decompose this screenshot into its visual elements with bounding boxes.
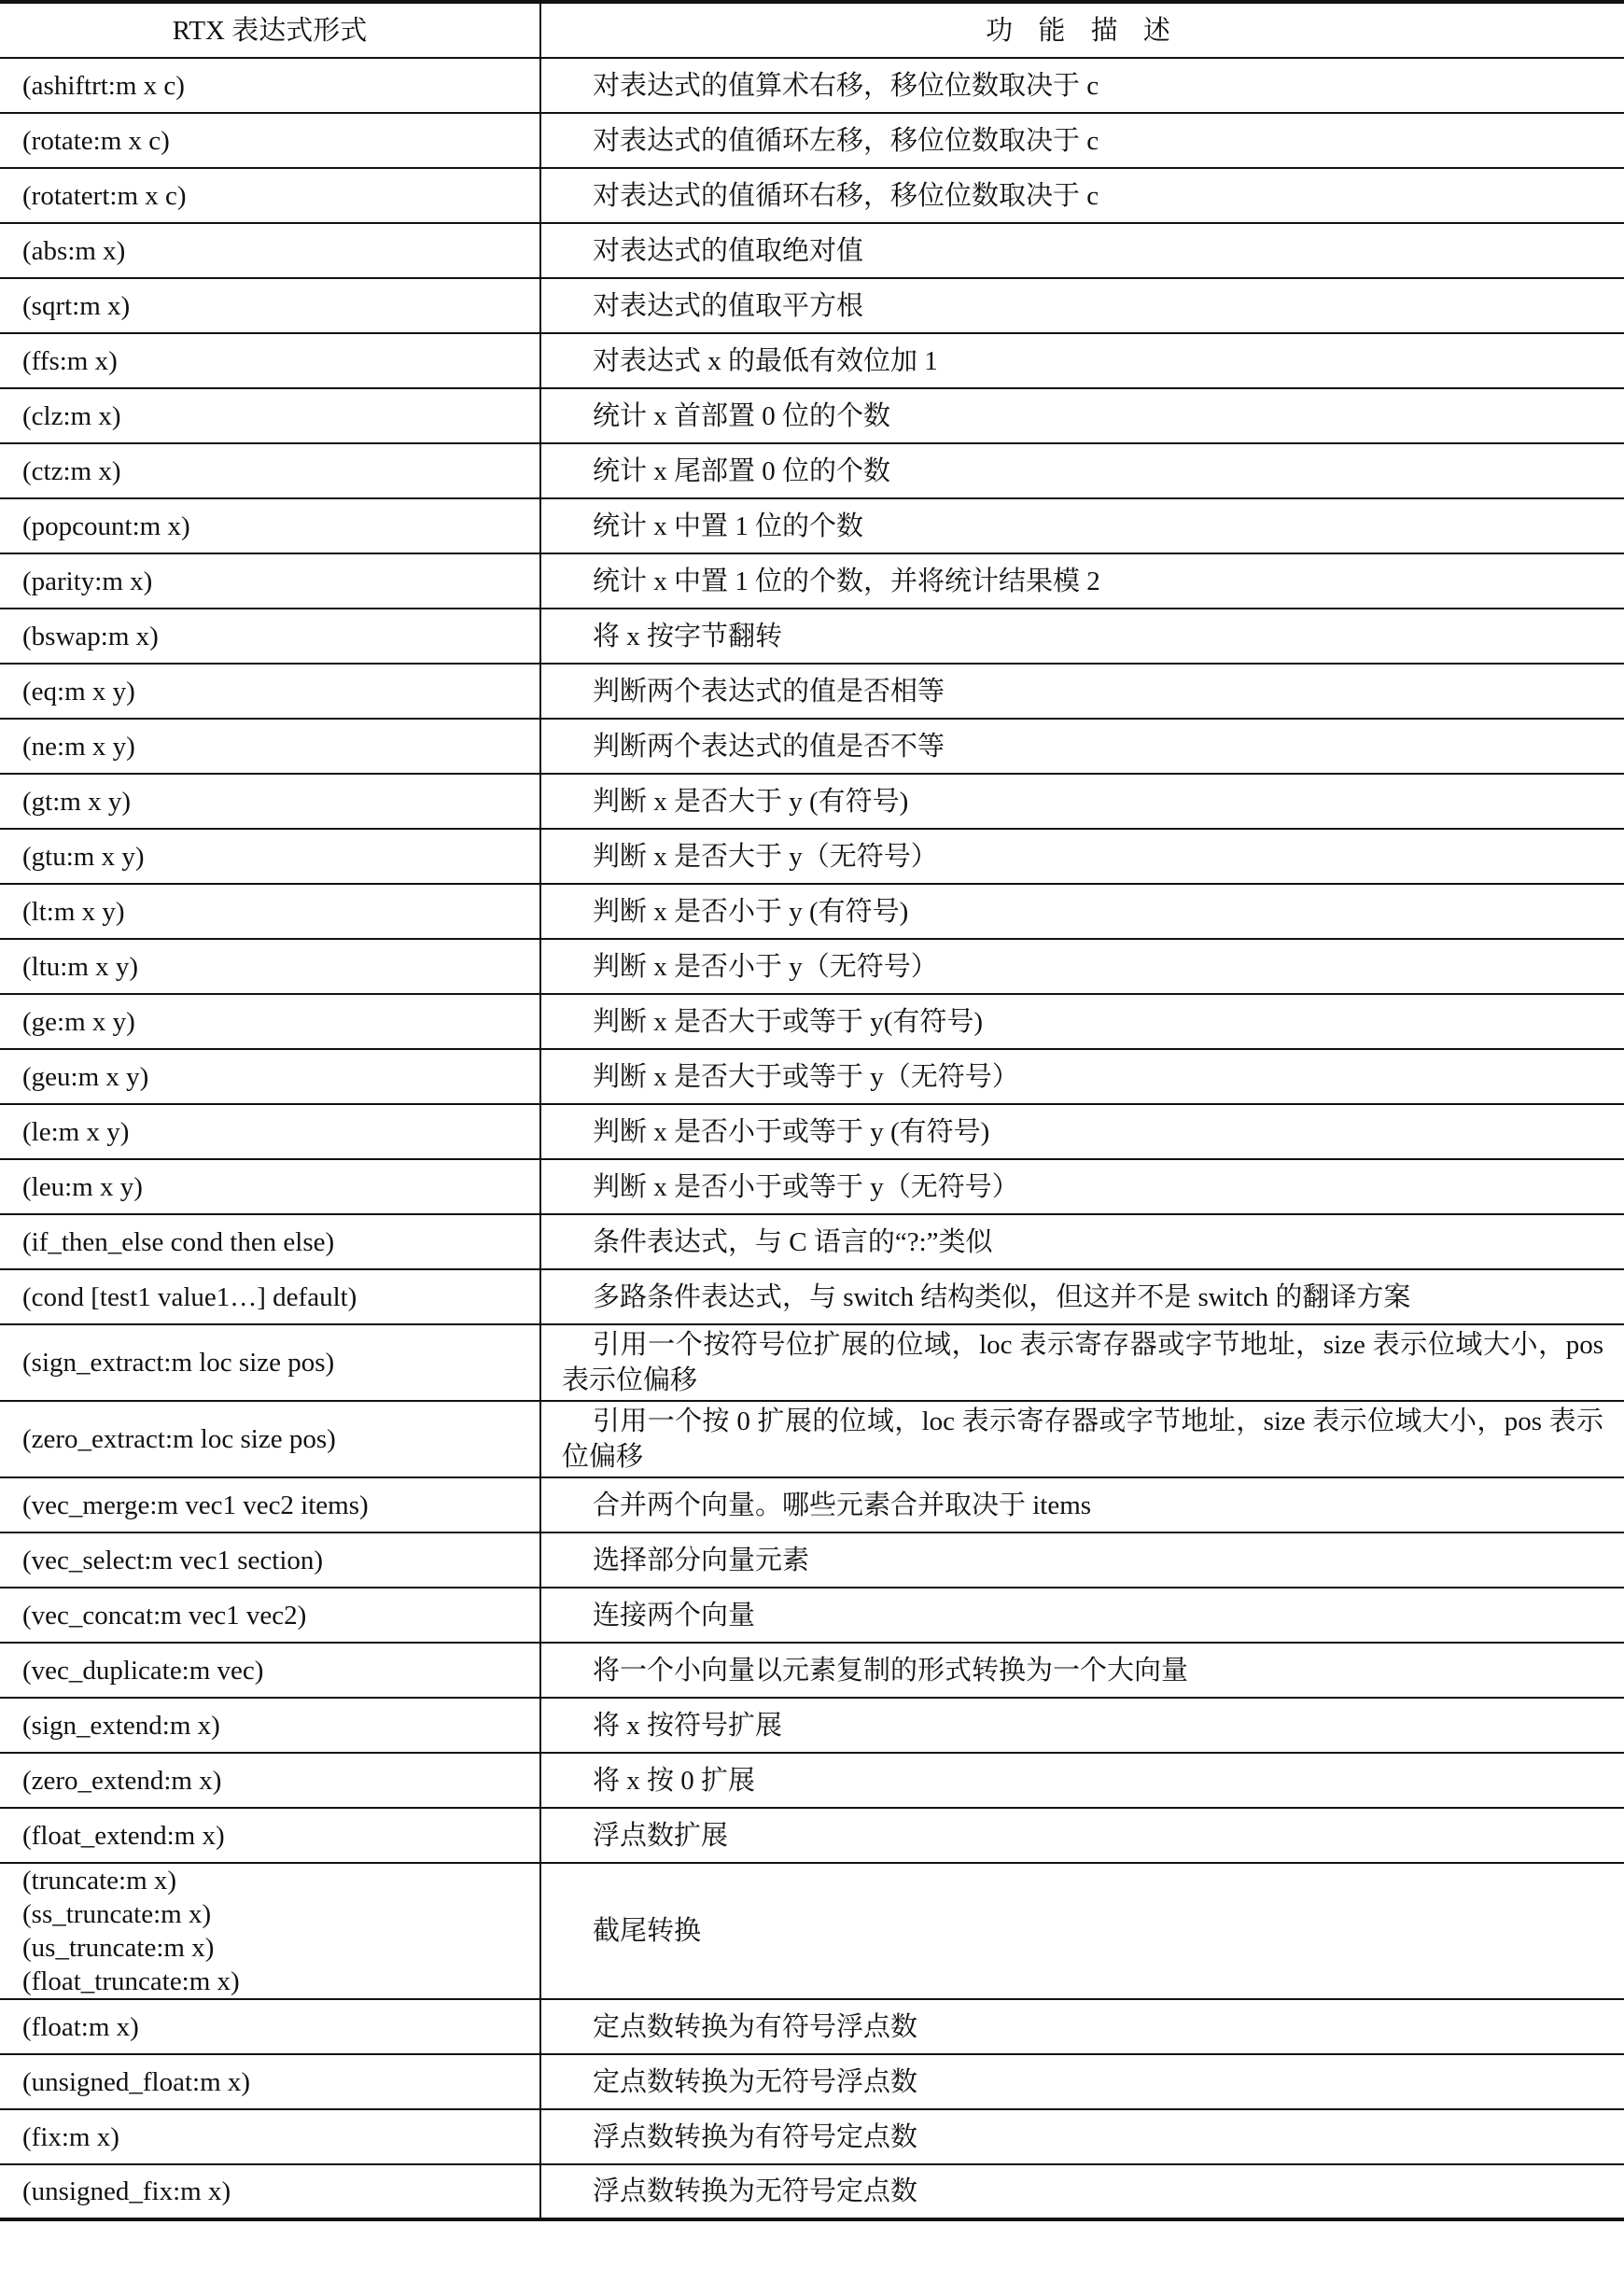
description-cell: 判断 x 是否小于或等于 y（无符号） (540, 1159, 1624, 1214)
table-row (0, 1401, 1624, 1477)
expression-cell: (popcount:m x) (0, 498, 540, 553)
expression-cell: (zero_extend:m x) (0, 1753, 540, 1808)
expression-cell: (ffs:m x) (0, 333, 540, 388)
description-cell: 统计 x 首部置 0 位的个数 (540, 388, 1624, 443)
table-row (0, 168, 1624, 223)
table-row (0, 1588, 1624, 1643)
expression-cell: (geu:m x y) (0, 1049, 540, 1104)
description-cell: 判断 x 是否小于 y（无符号） (540, 939, 1624, 994)
table-row (0, 1999, 1624, 2054)
expression-cell: (vec_duplicate:m vec) (0, 1643, 540, 1698)
table-row (0, 664, 1624, 719)
table-row (0, 2054, 1624, 2109)
table-row (0, 1698, 1624, 1753)
description-cell: 判断 x 是否大于 y (有符号) (540, 774, 1624, 829)
description-cell: 将 x 按符号扩展 (540, 1698, 1624, 1753)
expression-cell: (ne:m x y) (0, 719, 540, 774)
expression-cell: (sqrt:m x) (0, 278, 540, 333)
table-row (0, 994, 1624, 1049)
expression-cell: (if_then_else cond then else) (0, 1214, 540, 1269)
expression-cell: (le:m x y) (0, 1104, 540, 1159)
expression-cell: (vec_concat:m vec1 vec2) (0, 1588, 540, 1643)
table-row (0, 113, 1624, 168)
table-row (0, 1104, 1624, 1159)
table-row (0, 1214, 1624, 1269)
expression-cell: (eq:m x y) (0, 664, 540, 719)
table-row (0, 609, 1624, 664)
description-cell: 浮点数转换为无符号定点数 (540, 2164, 1624, 2219)
description-cell: 判断 x 是否小于或等于 y (有符号) (540, 1104, 1624, 1159)
table-row (0, 278, 1624, 333)
table-row (0, 2109, 1624, 2164)
table-row (0, 1643, 1624, 1698)
table-row (0, 719, 1624, 774)
table-row (0, 1269, 1624, 1324)
description-cell: 对表达式的值循环右移，移位位数取决于 c (540, 168, 1624, 223)
description-cell: 统计 x 中置 1 位的个数 (540, 498, 1624, 553)
table-row (0, 333, 1624, 388)
table-row (0, 1753, 1624, 1808)
expression-cell: (unsigned_fix:m x) (0, 2164, 540, 2219)
table-row (0, 553, 1624, 609)
table-row (0, 829, 1624, 884)
table-row (0, 58, 1624, 113)
expression-cell: (vec_merge:m vec1 vec2 items) (0, 1477, 540, 1532)
description-cell: 对表达式的值循环左移，移位位数取决于 c (540, 113, 1624, 168)
description-cell: 判断 x 是否小于 y (有符号) (540, 884, 1624, 939)
description-cell: 对表达式的值算术右移，移位位数取决于 c (540, 58, 1624, 113)
expression-cell: (abs:m x) (0, 223, 540, 278)
expression-cell: (bswap:m x) (0, 609, 540, 664)
expression-cell: (zero_extract:m loc size pos) (0, 1401, 540, 1477)
description-cell: 定点数转换为无符号浮点数 (540, 2054, 1624, 2109)
description-cell: 判断两个表达式的值是否不等 (540, 719, 1624, 774)
table-row (0, 884, 1624, 939)
table-row (0, 223, 1624, 278)
description-cell: 判断 x 是否大于或等于 y（无符号） (540, 1049, 1624, 1104)
description-cell: 合并两个向量。哪些元素合并取决于 items (540, 1477, 1624, 1532)
table-row (0, 1477, 1624, 1532)
table-row (0, 443, 1624, 498)
table-row (0, 1324, 1624, 1401)
table-row (0, 1808, 1624, 1863)
header-description: 功 能 描 述 (540, 2, 1624, 58)
description-cell: 判断两个表达式的值是否相等 (540, 664, 1624, 719)
expression-cell: (sign_extract:m loc size pos) (0, 1324, 540, 1401)
description-cell: 定点数转换为有符号浮点数 (540, 1999, 1624, 2054)
description-cell: 条件表达式，与 C 语言的“?:”类似 (540, 1214, 1624, 1269)
expression-cell: (cond [test1 value1…] default) (0, 1269, 540, 1324)
description-cell: 引用一个按 0 扩展的位域，loc 表示寄存器或字节地址，size 表示位域大小，pos 表示位偏移 (540, 1401, 1624, 1477)
header-expression-form: RTX 表达式形式 (0, 2, 540, 58)
expression-cell: (ltu:m x y) (0, 939, 540, 994)
description-cell: 连接两个向量 (540, 1588, 1624, 1643)
expression-cell: (truncate:m x) (ss_truncate:m x) (us_truncate:m x) (float_truncate:m x) (0, 1863, 540, 1999)
table-header-row (0, 2, 1624, 58)
description-cell: 引用一个按符号位扩展的位域，loc 表示寄存器或字节地址，size 表示位域大小，pos 表示位偏移 (540, 1324, 1624, 1401)
description-cell: 统计 x 中置 1 位的个数，并将统计结果模 2 (540, 553, 1624, 609)
description-cell: 浮点数扩展 (540, 1808, 1624, 1863)
description-cell: 截尾转换 (540, 1863, 1624, 1999)
description-cell: 将 x 按字节翻转 (540, 609, 1624, 664)
description-cell: 选择部分向量元素 (540, 1532, 1624, 1588)
description-cell: 判断 x 是否大于 y（无符号） (540, 829, 1624, 884)
table-row (0, 1159, 1624, 1214)
description-cell: 判断 x 是否大于或等于 y(有符号) (540, 994, 1624, 1049)
expression-cell: (float:m x) (0, 1999, 540, 2054)
expression-cell: (vec_select:m vec1 section) (0, 1532, 540, 1588)
table-row (0, 939, 1624, 994)
expression-cell: (unsigned_float:m x) (0, 2054, 540, 2109)
table-row (0, 498, 1624, 553)
expression-cell: (fix:m x) (0, 2109, 540, 2164)
expression-cell: (gtu:m x y) (0, 829, 540, 884)
description-cell: 将 x 按 0 扩展 (540, 1753, 1624, 1808)
description-cell: 对表达式的值取绝对值 (540, 223, 1624, 278)
expression-cell: (ashiftrt:m x c) (0, 58, 540, 113)
expression-cell: (ctz:m x) (0, 443, 540, 498)
table-row (0, 2164, 1624, 2219)
expression-cell: (rotate:m x c) (0, 113, 540, 168)
expression-cell: (parity:m x) (0, 553, 540, 609)
expression-cell: (rotatert:m x c) (0, 168, 540, 223)
table-body (0, 58, 1624, 2219)
table-row (0, 1863, 1624, 1999)
description-cell: 对表达式 x 的最低有效位加 1 (540, 333, 1624, 388)
description-cell: 浮点数转换为有符号定点数 (540, 2109, 1624, 2164)
expression-cell: (lt:m x y) (0, 884, 540, 939)
description-cell: 统计 x 尾部置 0 位的个数 (540, 443, 1624, 498)
expression-cell: (clz:m x) (0, 388, 540, 443)
expression-cell: (gt:m x y) (0, 774, 540, 829)
table-row (0, 1049, 1624, 1104)
table-row (0, 774, 1624, 829)
table-row (0, 1532, 1624, 1588)
expression-cell: (leu:m x y) (0, 1159, 540, 1214)
description-cell: 将一个小向量以元素复制的形式转换为一个大向量 (540, 1643, 1624, 1698)
expression-cell: (ge:m x y) (0, 994, 540, 1049)
description-cell: 对表达式的值取平方根 (540, 278, 1624, 333)
expression-cell: (sign_extend:m x) (0, 1698, 540, 1753)
table-row (0, 388, 1624, 443)
expression-cell: (float_extend:m x) (0, 1808, 540, 1863)
description-cell: 多路条件表达式，与 switch 结构类似，但这并不是 switch 的翻译方案 (540, 1269, 1624, 1324)
